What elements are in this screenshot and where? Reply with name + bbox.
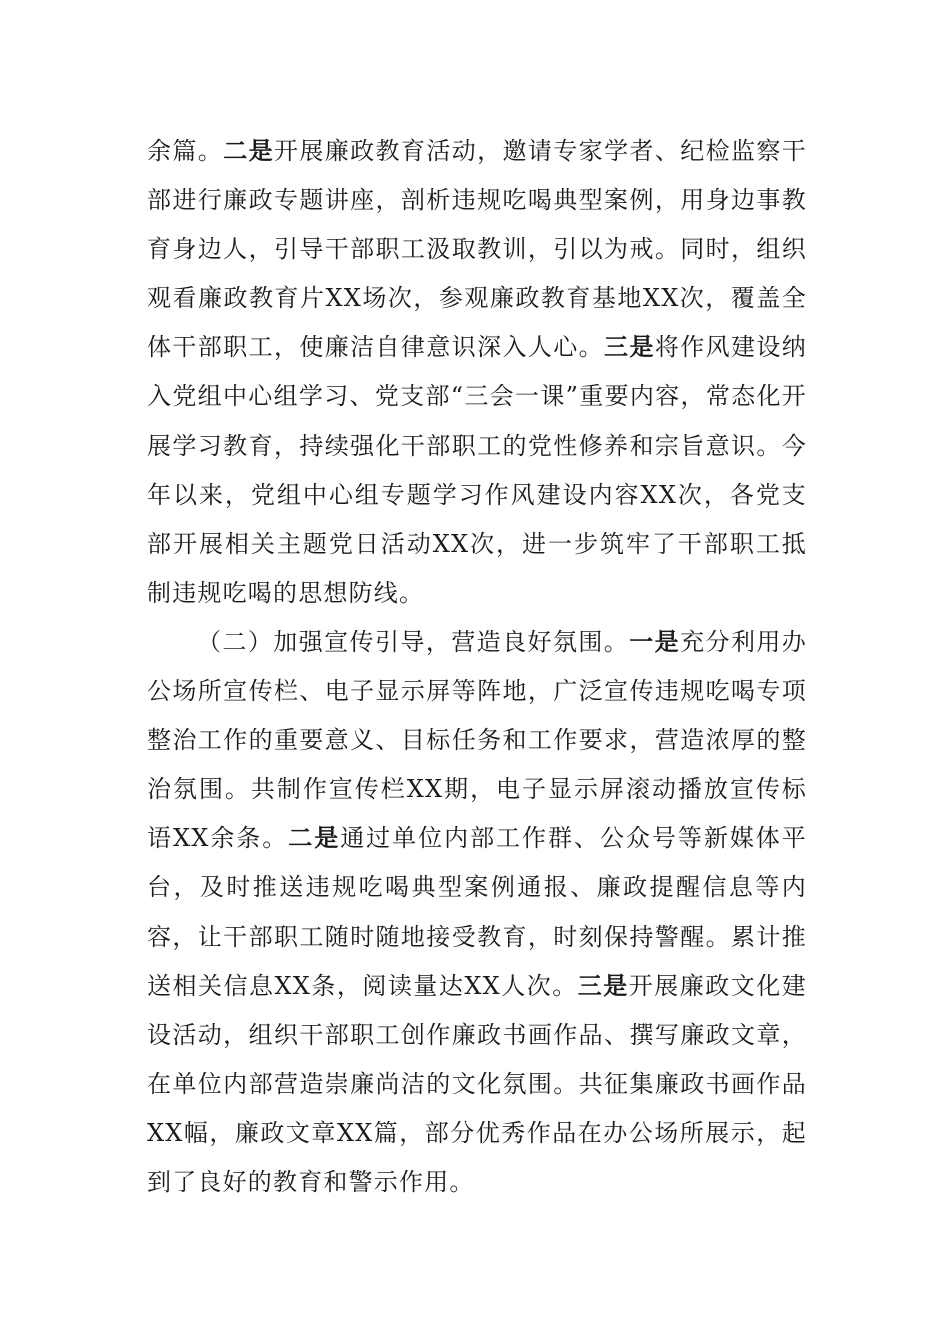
text-segment: 余篇。 [147, 137, 224, 165]
section-heading: （二）加强宣传引导，营造良好氛围。 [197, 627, 630, 656]
paragraph-publicity-guidance [147, 618, 807, 1207]
document-body [147, 127, 807, 1207]
lead-phrase-third: 三是 [577, 971, 629, 1000]
text-segment: 将作风建设纳入党组中心组学习、党支部“三会一课”重要内容，常态化开展学习教育，持续强化干部职工的党性修养和宗旨意识。今年以来，党组中心组专题学习作风建设内容XX次，各党支部开展相关主题党日活动XX次，进一步筑牢了干部职工抵制违规吃喝的思想防线。 [147, 333, 807, 607]
lead-phrase-third: 三是 [604, 333, 655, 362]
text-segment: 充分利用办公场所宣传栏、电子显示屏等阵地，广泛宣传违规吃喝专项整治工作的重要意义、目标任务和工作要求，营造浓厚的整治氛围。共制作宣传栏XX期，电子显示屏滚动播放宣传标语XX余条。 [147, 627, 807, 853]
text-segment: 开展廉政教育活动，邀请专家学者、纪检监察干部进行廉政专题讲座，剖析违规吃喝典型案例，用身边事教育身边人，引导干部职工汲取教训，引以为戒。同时，组织观看廉政教育片XX场次，参观廉政教育基地XX次，覆盖全体干部职工，使廉洁自律意识深入人心。 [147, 137, 808, 362]
lead-phrase-second: 二是 [288, 824, 341, 853]
lead-phrase-second: 二是 [223, 137, 274, 165]
lead-phrase-first: 一是 [629, 627, 681, 656]
text-segment: 开展廉政文化建设活动，组织干部职工创作廉政书画作品、撰写廉政文章，在单位内部营造崇廉尚洁的文化氛围。共征集廉政书画作品XX幅，廉政文章XX篇，部分优秀作品在办公场所展示，起到了良好的教育和警示作用。 [147, 971, 807, 1196]
text-segment: 通过单位内部工作群、公众号等新媒体平台，及时推送违规吃喝典型案例通报、廉政提醒信息等内容，让干部职工随时随地接受教育，时刻保持警醒。累计推送相关信息XX条，阅读量达XX人次。 [147, 824, 807, 1000]
paragraph-education-activities [147, 127, 807, 618]
